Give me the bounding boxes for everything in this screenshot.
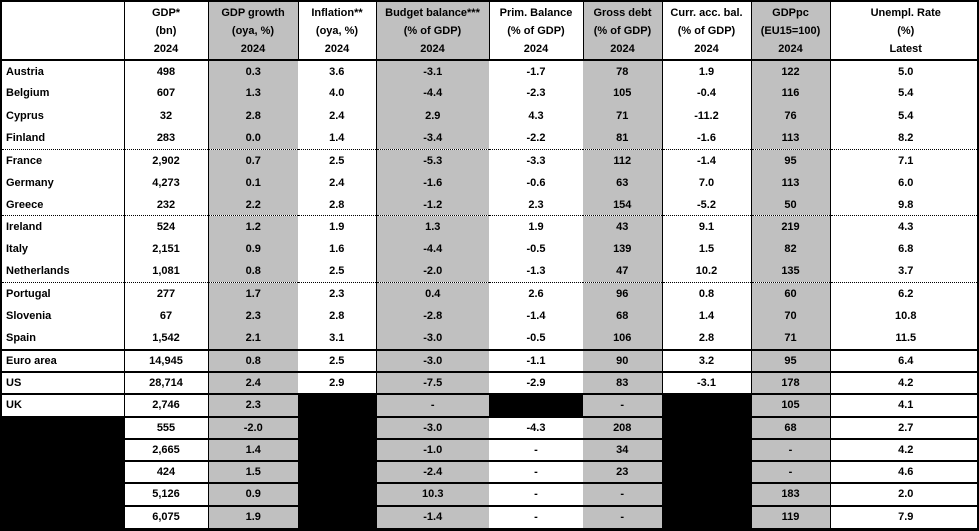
cell-curr-acc-bal: 3.2 <box>662 350 751 372</box>
table-row <box>2 127 979 149</box>
cell-gdp-growth: 0.3 <box>208 60 298 82</box>
cell-unempl-rate: 2.0 <box>830 483 979 505</box>
header-row <box>2 2 979 60</box>
cell-gdp-growth: 2.2 <box>208 194 298 216</box>
row-label-germany: Germany <box>2 171 124 193</box>
cell-budget-balance: 10.3 <box>376 483 489 505</box>
cell-curr-acc-bal-redacted <box>662 417 751 439</box>
cell-inflation: 1.6 <box>298 238 376 260</box>
cell-inflation-redacted <box>298 483 376 505</box>
cell-gross-debt: 105 <box>583 82 662 104</box>
cell-gdp: 424 <box>124 461 208 483</box>
row-label-spain: Spain <box>2 327 124 349</box>
table-row <box>2 171 979 193</box>
cell-gdp: 277 <box>124 283 208 305</box>
row-label-redacted <box>2 483 124 505</box>
cell-gross-debt: 106 <box>583 327 662 349</box>
cell-curr-acc-bal: 10.2 <box>662 261 751 283</box>
cell-gdppc: 183 <box>751 483 830 505</box>
column-header-gdppc <box>751 2 830 60</box>
cell-budget-balance: -3.1 <box>376 60 489 82</box>
cell-budget-balance: -2.4 <box>376 461 489 483</box>
cell-gdppc: 60 <box>751 283 830 305</box>
column-header-gross-debt <box>583 2 662 60</box>
cell-prim-balance: - <box>489 439 583 461</box>
cell-unempl-rate: 7.9 <box>830 506 979 528</box>
cell-gdppc: 70 <box>751 305 830 327</box>
column-header-line: (% of GDP) <box>593 24 652 37</box>
cell-prim-balance: 2.6 <box>489 283 583 305</box>
cell-unempl-rate: 4.3 <box>830 216 979 238</box>
cell-gdp-growth: 1.3 <box>208 82 298 104</box>
table-row <box>2 394 979 416</box>
cell-unempl-rate: 11.5 <box>895 332 917 345</box>
column-header-line: (%) <box>897 24 915 37</box>
column-header-curr-acc-bal <box>662 2 751 60</box>
cell-gross-debt: 23 <box>583 461 662 483</box>
cell-unempl-rate: 6.8 <box>898 243 914 256</box>
cell-inflation-redacted <box>298 417 376 439</box>
cell-gdp-growth: 1.9 <box>208 506 298 528</box>
cell-gdp-growth: 0.0 <box>208 127 298 149</box>
cell-gdp-growth: 2.8 <box>208 105 298 127</box>
column-header-line: (EU15=100) <box>760 24 821 37</box>
cell-prim-balance: -1.3 <box>526 265 546 278</box>
row-label-redacted <box>2 506 124 528</box>
cell-inflation: 2.8 <box>298 305 376 327</box>
column-header-line: GDPpc <box>772 6 809 19</box>
cell-unempl-rate: 2.7 <box>830 417 979 439</box>
column-header-line: Unempl. Rate <box>870 6 941 19</box>
table-row <box>2 149 979 171</box>
table-header <box>2 2 979 60</box>
cell-gdp: 555 <box>124 417 208 439</box>
cell-gdp: 524 <box>124 216 208 238</box>
table-row <box>2 105 979 127</box>
cell-gdppc: 50 <box>751 194 830 216</box>
cell-unempl-rate: 4.2 <box>830 439 979 461</box>
cell-prim-balance: -1.4 <box>526 310 546 323</box>
cell-prim-balance: -0.5 <box>526 332 546 345</box>
cell-gdppc: 178 <box>751 372 830 394</box>
row-label-italy: Italy <box>2 238 124 260</box>
cell-unempl-rate: 7.1 <box>830 149 979 171</box>
column-header-gdp <box>124 2 208 60</box>
cell-gdppc: 95 <box>751 149 830 171</box>
cell-curr-acc-bal: -5.2 <box>662 194 751 216</box>
cell-gross-debt: 47 <box>583 261 662 283</box>
row-label-us: US <box>2 372 124 394</box>
cell-gross-debt: 43 <box>583 216 662 238</box>
cell-gdp: 2,746 <box>124 394 208 416</box>
cell-prim-balance: -0.6 <box>526 176 546 189</box>
cell-gdp: 1,542 <box>124 327 208 349</box>
cell-gdp-growth: 0.7 <box>208 149 298 171</box>
cell-budget-balance: -7.5 <box>376 372 489 394</box>
table-row <box>2 216 979 238</box>
cell-prim-balance: -0.5 <box>526 243 546 256</box>
cell-gdp-growth: 2.3 <box>208 305 298 327</box>
row-label-uk: UK <box>2 394 124 416</box>
cell-gdppc: 82 <box>751 238 830 260</box>
cell-unempl-rate: 5.0 <box>898 65 914 78</box>
cell-gdp-growth: 0.8 <box>208 350 298 372</box>
cell-curr-acc-bal: 1.5 <box>662 238 751 260</box>
column-header-line: Latest <box>889 42 922 55</box>
cell-gdppc: 116 <box>751 82 830 104</box>
column-header-line: 2024 <box>694 42 719 55</box>
row-label-greece: Greece <box>2 194 124 216</box>
cell-curr-acc-bal: 1.4 <box>662 305 751 327</box>
cell-gdp-growth: 2.4 <box>208 372 298 394</box>
row-label-slovenia: Slovenia <box>2 305 124 327</box>
cell-curr-acc-bal-redacted <box>662 506 751 528</box>
table-row <box>2 238 979 260</box>
cell-gdp: 232 <box>124 194 208 216</box>
column-header-line: (oya, %) <box>315 24 359 37</box>
row-label-finland: Finland <box>2 127 124 149</box>
row-label-austria: Austria <box>2 60 124 82</box>
cell-unempl-rate: 3.7 <box>898 265 914 278</box>
cell-gross-debt: 71 <box>583 105 662 127</box>
cell-gdp: 6,075 <box>124 506 208 528</box>
column-header-unempl-rate <box>830 2 979 60</box>
cell-budget-balance: -3.4 <box>376 127 489 149</box>
cell-gdppc: - <box>751 439 830 461</box>
cell-gdppc: 135 <box>751 261 830 283</box>
cell-gdp-growth: 1.4 <box>208 439 298 461</box>
cell-inflation: 2.5 <box>298 261 376 283</box>
cell-curr-acc-bal: -11.2 <box>662 105 751 127</box>
cell-budget-balance: -4.4 <box>376 82 489 104</box>
column-header-budget-balance <box>376 2 489 60</box>
column-header-inflation <box>298 2 376 60</box>
cell-prim-balance: 2.3 <box>528 198 544 211</box>
cell-curr-acc-bal-redacted <box>662 394 751 416</box>
column-header-line: Curr. acc. bal. <box>670 6 743 19</box>
cell-gross-debt: 34 <box>583 439 662 461</box>
cell-curr-acc-bal: -3.1 <box>662 372 751 394</box>
cell-gross-debt: 68 <box>583 305 662 327</box>
table-row <box>2 461 979 483</box>
cell-unempl-rate: 9.8 <box>898 198 914 211</box>
cell-gdppc: 95 <box>751 350 830 372</box>
cell-gross-debt: 154 <box>583 194 662 216</box>
cell-inflation-redacted <box>298 439 376 461</box>
column-header-line: 2024 <box>324 42 350 55</box>
cell-inflation: 4.0 <box>298 82 376 104</box>
table-row <box>2 350 979 372</box>
cell-inflation: 2.9 <box>298 372 376 394</box>
cell-curr-acc-bal-redacted <box>662 439 751 461</box>
cell-inflation-redacted <box>298 394 376 416</box>
cell-curr-acc-bal-redacted <box>662 461 751 483</box>
economic-indicators-table <box>2 2 979 528</box>
cell-curr-acc-bal: 7.0 <box>662 171 751 193</box>
cell-gdp: 1,081 <box>124 261 208 283</box>
column-header-line: GDP growth <box>221 6 285 19</box>
cell-budget-balance: -3.0 <box>376 417 489 439</box>
column-header-line: (bn) <box>155 24 177 37</box>
table-row <box>2 305 979 327</box>
column-header-line: (% of GDP) <box>677 24 736 37</box>
cell-budget-balance: -1.4 <box>376 506 489 528</box>
cell-prim-balance: 4.3 <box>528 109 544 122</box>
table-row <box>2 439 979 461</box>
cell-gdp-growth: 1.2 <box>208 216 298 238</box>
cell-prim-balance: 1.9 <box>489 216 583 238</box>
cell-gdp-growth: 0.1 <box>208 171 298 193</box>
column-header-country <box>2 2 124 60</box>
row-label-portugal: Portugal <box>2 283 124 305</box>
row-label-belgium: Belgium <box>2 82 124 104</box>
cell-budget-balance: 0.4 <box>376 283 489 305</box>
cell-budget-balance: -1.6 <box>376 171 489 193</box>
cell-prim-balance: -3.3 <box>489 149 583 171</box>
cell-gdppc: - <box>751 461 830 483</box>
cell-gdp: 283 <box>124 127 208 149</box>
cell-gross-debt: 112 <box>583 149 662 171</box>
table-row <box>2 506 979 528</box>
cell-gross-debt: 78 <box>583 60 662 82</box>
cell-gdp-growth: -2.0 <box>208 417 298 439</box>
cell-budget-balance: -2.0 <box>376 261 489 283</box>
row-label-redacted <box>2 439 124 461</box>
cell-gdp-growth: 0.9 <box>208 238 298 260</box>
cell-unempl-rate: 4.6 <box>830 461 979 483</box>
cell-gross-debt: 139 <box>583 238 662 260</box>
cell-gdppc: 219 <box>751 216 830 238</box>
cell-gdppc: 122 <box>751 60 830 82</box>
column-header-prim-balance <box>489 2 583 60</box>
column-header-line: (% of GDP) <box>507 24 565 37</box>
row-label-redacted <box>2 417 124 439</box>
cell-prim-balance: -1.1 <box>489 350 583 372</box>
cell-gdp-growth: 2.1 <box>208 327 298 349</box>
column-header-line: GDP* <box>151 6 181 19</box>
cell-curr-acc-bal: -1.4 <box>662 149 751 171</box>
table-row <box>2 483 979 505</box>
cell-prim-balance: - <box>489 483 583 505</box>
table-row <box>2 372 979 394</box>
cell-prim-balance: - <box>489 506 583 528</box>
cell-unempl-rate: 4.1 <box>830 394 979 416</box>
table-row <box>2 82 979 104</box>
row-label-netherlands: Netherlands <box>2 261 124 283</box>
cell-unempl-rate: 4.2 <box>830 372 979 394</box>
cell-gdppc: 119 <box>751 506 830 528</box>
cell-prim-balance: - <box>489 461 583 483</box>
cell-budget-balance: -1.2 <box>376 194 489 216</box>
cell-unempl-rate: 5.4 <box>898 87 914 100</box>
cell-inflation: 1.4 <box>298 127 376 149</box>
cell-budget-balance: -1.0 <box>376 439 489 461</box>
cell-curr-acc-bal: 0.8 <box>662 283 751 305</box>
cell-curr-acc-bal: 9.1 <box>662 216 751 238</box>
cell-unempl-rate: 6.0 <box>898 176 914 189</box>
cell-gdppc: 113 <box>751 127 830 149</box>
column-header-line: 2024 <box>778 42 803 55</box>
cell-prim-balance: -2.2 <box>526 131 546 144</box>
cell-budget-balance: - <box>376 394 489 416</box>
table-body <box>2 60 979 528</box>
cell-prim-balance: -4.3 <box>489 417 583 439</box>
cell-budget-balance: -3.0 <box>376 327 489 349</box>
cell-gdp: 5,126 <box>124 483 208 505</box>
cell-budget-balance: 2.9 <box>376 105 489 127</box>
cell-inflation: 2.3 <box>298 283 376 305</box>
table-row <box>2 283 979 305</box>
table-row <box>2 194 979 216</box>
column-header-line: Prim. Balance <box>499 6 573 19</box>
cell-inflation: 2.8 <box>298 194 376 216</box>
table-row <box>2 60 979 82</box>
cell-gdppc: 113 <box>751 171 830 193</box>
cell-gross-debt: 96 <box>583 283 662 305</box>
cell-prim-balance-redacted <box>489 394 583 416</box>
column-header-line: (% of GDP) <box>403 24 462 37</box>
cell-budget-balance: 1.3 <box>376 216 489 238</box>
cell-gross-debt: - <box>583 394 662 416</box>
cell-gross-debt: 81 <box>583 127 662 149</box>
cell-gdp: 2,902 <box>124 149 208 171</box>
cell-gdp: 4,273 <box>124 171 208 193</box>
column-header-line: 2024 <box>420 42 445 55</box>
cell-inflation: 3.1 <box>298 327 376 349</box>
cell-gdppc: 71 <box>751 327 830 349</box>
column-header-gdp-growth <box>208 2 298 60</box>
cell-inflation: 1.9 <box>298 216 376 238</box>
column-header-line: 2024 <box>153 42 179 55</box>
cell-inflation: 2.5 <box>298 350 376 372</box>
table-row <box>2 417 979 439</box>
cell-gross-debt: - <box>583 483 662 505</box>
row-label-france: France <box>2 149 124 171</box>
cell-gross-debt: 83 <box>583 372 662 394</box>
cell-inflation: 2.4 <box>298 171 376 193</box>
cell-unempl-rate: 8.2 <box>898 131 914 144</box>
cell-curr-acc-bal: -1.6 <box>662 127 751 149</box>
cell-gdppc: 105 <box>751 394 830 416</box>
cell-inflation-redacted <box>298 461 376 483</box>
cell-inflation: 3.6 <box>298 60 376 82</box>
cell-gdp-growth: 0.8 <box>208 261 298 283</box>
cell-gdp-growth: 1.7 <box>208 283 298 305</box>
cell-gross-debt: 63 <box>583 171 662 193</box>
cell-gross-debt: 90 <box>583 350 662 372</box>
table-row <box>2 261 979 283</box>
cell-curr-acc-bal: 1.9 <box>662 60 751 82</box>
cell-budget-balance: -2.8 <box>376 305 489 327</box>
cell-prim-balance: -2.3 <box>526 87 546 100</box>
row-label-redacted <box>2 461 124 483</box>
cell-budget-balance: -3.0 <box>376 350 489 372</box>
column-header-line: 2024 <box>523 42 549 55</box>
cell-inflation: 2.4 <box>298 105 376 127</box>
cell-gdppc: 76 <box>751 105 830 127</box>
cell-gdp: 607 <box>124 82 208 104</box>
cell-inflation: 2.5 <box>298 149 376 171</box>
cell-gross-debt: - <box>583 506 662 528</box>
cell-budget-balance: -4.4 <box>376 238 489 260</box>
cell-gdppc: 68 <box>751 417 830 439</box>
column-header-line: 2024 <box>240 42 266 55</box>
cell-gdp: 67 <box>124 305 208 327</box>
cell-gdp-growth: 2.3 <box>208 394 298 416</box>
column-header-line: Gross debt <box>593 6 652 19</box>
cell-inflation-redacted <box>298 506 376 528</box>
cell-unempl-rate: 6.4 <box>830 350 979 372</box>
cell-gdp: 32 <box>124 105 208 127</box>
cell-prim-balance: -1.7 <box>526 65 546 78</box>
cell-unempl-rate: 6.2 <box>830 283 979 305</box>
row-label-euro-area: Euro area <box>2 350 124 372</box>
cell-gdp: 2,665 <box>124 439 208 461</box>
cell-gdp: 2,151 <box>124 238 208 260</box>
column-header-line: (oya, %) <box>231 24 275 37</box>
cell-unempl-rate: 10.8 <box>895 310 917 323</box>
cell-curr-acc-bal-redacted <box>662 483 751 505</box>
cell-unempl-rate: 5.4 <box>898 109 914 122</box>
cell-gdp-growth: 1.5 <box>208 461 298 483</box>
cell-gdp: 14,945 <box>124 350 208 372</box>
cell-prim-balance: -2.9 <box>489 372 583 394</box>
cell-curr-acc-bal: 2.8 <box>662 327 751 349</box>
column-header-line: 2024 <box>610 42 635 55</box>
table-row <box>2 327 979 349</box>
column-header-line: Budget balance*** <box>385 6 480 19</box>
cell-gdp-growth: 0.9 <box>208 483 298 505</box>
cell-gross-debt: 208 <box>583 417 662 439</box>
row-label-cyprus: Cyprus <box>2 105 124 127</box>
column-header-line: Inflation** <box>311 6 363 19</box>
cell-gdp: 498 <box>124 60 208 82</box>
cell-gdp: 28,714 <box>124 372 208 394</box>
cell-curr-acc-bal: -0.4 <box>662 82 751 104</box>
cell-budget-balance: -5.3 <box>376 149 489 171</box>
row-label-ireland: Ireland <box>2 216 124 238</box>
